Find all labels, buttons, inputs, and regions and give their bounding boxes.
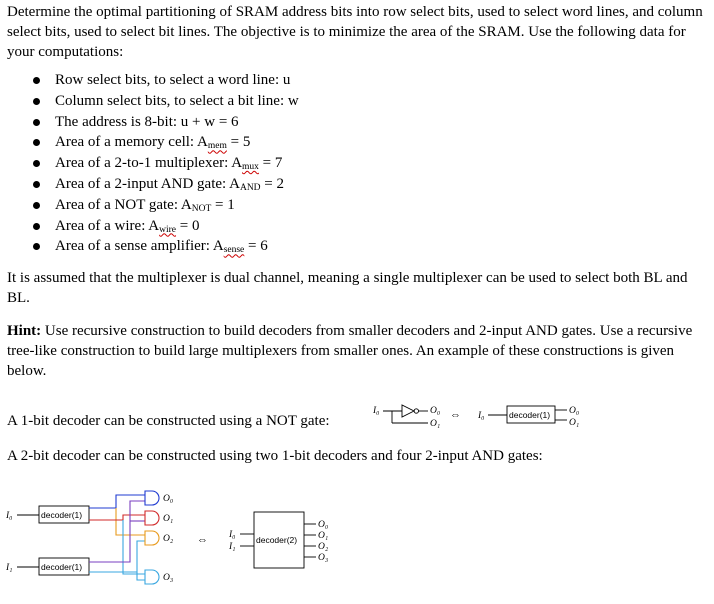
and-output-o2: O₂ xyxy=(163,534,174,544)
problem-intro: Determine the optimal partitioning of SRAM address bits into row select bits, used to select word lines, and column select bits, used to select bit lines. The objective is to minimize the area of the SRAM. Use the following data for your computations: xyxy=(7,4,703,60)
decoder2-box-label: decoder(2) xyxy=(256,535,298,545)
decoder1-bottom-label: decoder(1) xyxy=(41,562,83,572)
caption-1bit-decoder: A 1-bit decoder can be constructed using a NOT gate: xyxy=(7,413,330,429)
decoder-1bit-diagram xyxy=(370,398,590,432)
and-gate-0 xyxy=(145,491,159,505)
decoder1-top-label: decoder(1) xyxy=(41,510,83,520)
decoder1-output-o0: O₀ xyxy=(569,406,580,416)
decoder1-output-o1: O₁ xyxy=(569,418,580,428)
bullet-row-bits: Row select bits, to select a word line: u xyxy=(33,70,299,91)
equivalence-symbol: ⇔ xyxy=(450,409,461,421)
decoder2-input-i1-left: I₁ xyxy=(6,563,13,573)
given-data-list xyxy=(33,70,299,257)
decoder1-input-label: I₀ xyxy=(478,411,485,421)
decoder2-input-i0: I₀ xyxy=(229,530,236,540)
decoder-2bit-diagram xyxy=(0,486,360,596)
not-input-label: I₀ xyxy=(373,406,380,416)
hint-text: Use recursive construction to build decoders from smaller decoders and 2-input AND gates. Use a recursive tree-like construction to build large multiplexers from smaller ones. An example of these constructions is given below. xyxy=(7,323,693,379)
decoder2-output-o3: O₃ xyxy=(318,553,329,563)
and-gate-3 xyxy=(145,570,159,584)
and-gate-2 xyxy=(145,531,159,545)
not-output-o0: O₀ xyxy=(430,406,441,416)
decoder2-output-o0: O₀ xyxy=(318,520,329,530)
assumption-paragraph: It is assumed that the multiplexer is dual channel, meaning a single multiplexer can be used to select both BL and BL. xyxy=(7,270,688,306)
and-output-o3: O₃ xyxy=(163,573,174,583)
decoder2-input-i0-left: I₀ xyxy=(6,511,13,521)
bullet-area-mux: Area of a 2-to-1 multiplexer: Amux = 7 xyxy=(33,153,299,174)
hint-paragraph xyxy=(7,321,707,381)
bullet-area-wire: Area of a wire: Awire = 0 xyxy=(33,216,299,237)
decoder2-output-o1: O₁ xyxy=(318,531,329,541)
caption-2bit-decoder: A 2-bit decoder can be constructed using two 1-bit decoders and four 2-input AND gates: xyxy=(7,448,543,464)
not-gate-triangle xyxy=(402,405,414,417)
and-output-o1: O₁ xyxy=(163,514,174,524)
bullet-area-not: Area of a NOT gate: ANOT = 1 xyxy=(33,195,299,216)
equivalence-symbol-2: ⇔ xyxy=(197,534,208,546)
decoder1-box-label: decoder(1) xyxy=(509,410,551,420)
not-output-o1: O₁ xyxy=(430,419,441,429)
decoder2-input-i1: I₁ xyxy=(229,542,236,552)
decoder2-output-o2: O₂ xyxy=(318,542,329,552)
bullet-column-bits: Column select bits, to select a bit line: w xyxy=(33,91,299,112)
bullet-area-and: Area of a 2-input AND gate: AAND = 2 xyxy=(33,174,299,195)
bullet-address: The address is 8-bit: u + w = 6 xyxy=(33,112,299,133)
hint-label: Hint: xyxy=(7,323,42,339)
and-gate-1 xyxy=(145,511,159,525)
bullet-area-mem: Area of a memory cell: Amem = 5 xyxy=(33,132,299,153)
bullet-area-sense: Area of a sense amplifier: Asense = 6 xyxy=(33,236,299,257)
and-output-o0: O₀ xyxy=(163,494,174,504)
